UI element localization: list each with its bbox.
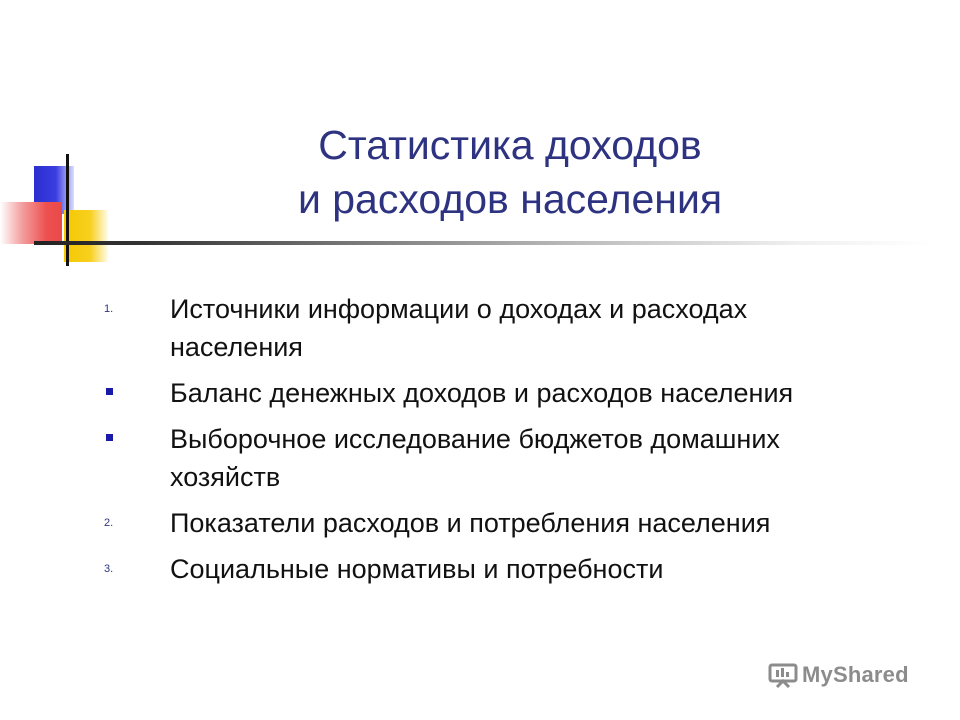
list-item	[100, 374, 920, 412]
corner-decoration	[0, 150, 140, 270]
square-bullet-icon	[106, 434, 113, 441]
item-number: 2.	[104, 517, 114, 529]
list-item	[100, 290, 920, 366]
presentation-icon	[768, 662, 798, 688]
item-number: 1.	[104, 303, 114, 315]
item-text: Показатели расходов и потребления населения	[170, 508, 771, 538]
title-divider	[34, 241, 934, 245]
content-list	[100, 290, 920, 596]
item-number: 3.	[104, 563, 114, 575]
vertical-line	[66, 154, 69, 266]
list-item	[100, 420, 920, 496]
title-line: и расходов населения	[297, 176, 723, 222]
item-text: Выборочное исследование бюджетов домашних	[170, 424, 780, 454]
yellow-square	[64, 210, 108, 262]
title-line: Статистика доходов	[318, 122, 702, 168]
slide-title	[150, 118, 870, 226]
list-item	[100, 550, 920, 588]
item-text: населения	[170, 332, 303, 362]
item-text: хозяйств	[170, 462, 281, 492]
watermark-text: MyShared	[802, 662, 909, 687]
item-text: Источники информации о доходах и расходах	[170, 294, 748, 324]
watermark	[768, 660, 909, 690]
item-text: Социальные нормативы и потребности	[170, 554, 664, 584]
square-bullet-icon	[106, 388, 113, 395]
item-text: Баланс денежных доходов и расходов населения	[170, 378, 794, 408]
list-item	[100, 504, 920, 542]
red-square	[0, 202, 62, 244]
